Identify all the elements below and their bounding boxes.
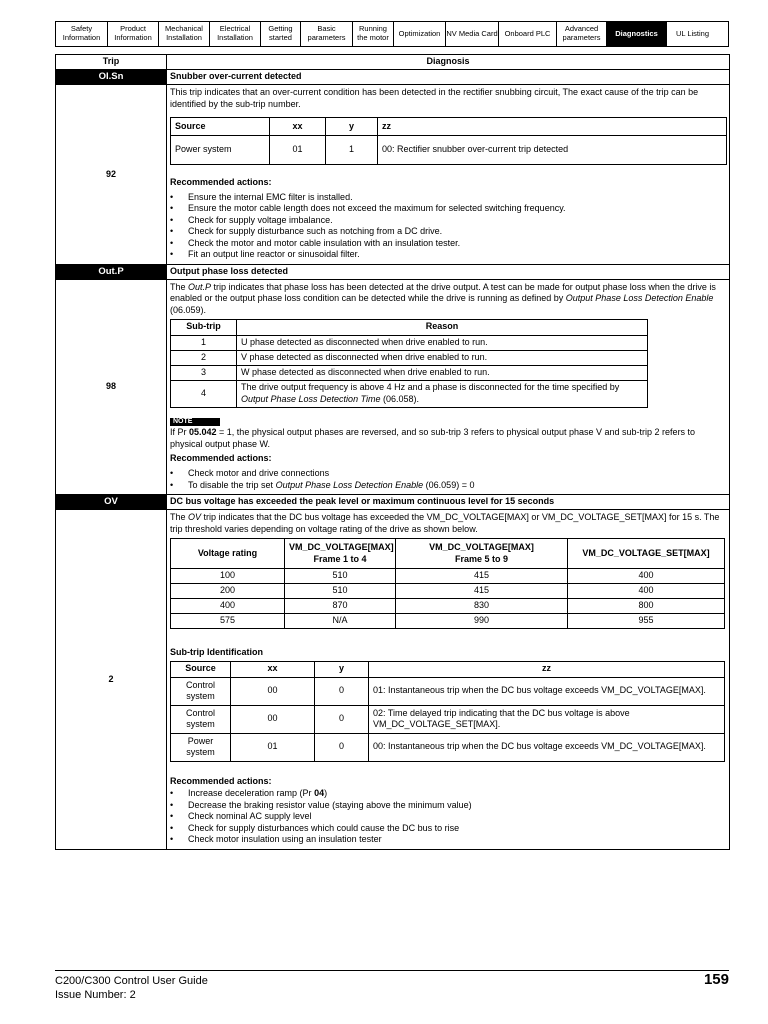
ov-cell: 400 (568, 584, 725, 599)
ov-header-frame14-line1: VM_DC_VOLTAGE[MAX] (289, 542, 394, 553)
olsn-header-xx: xx (270, 118, 326, 136)
list-item: • Ensure the internal EMC filter is installed. (170, 192, 726, 204)
nav-tab-safety-information[interactable]: Safety Information (56, 22, 108, 46)
ov-sub-cell-zz: 01: Instantaneous trip when the DC bus voltage exceeds VM_DC_VOLTAGE[MAX]. (369, 677, 725, 705)
ov-cell: 200 (171, 584, 285, 599)
nav-tab-diagnostics[interactable]: Diagnostics (607, 22, 667, 46)
ov-cell: 400 (568, 569, 725, 584)
ov-cell: 415 (396, 569, 568, 584)
table-row (171, 539, 725, 569)
ov-cell: 575 (171, 614, 285, 629)
ov-sub-cell-zz: 00: Instantaneous trip when the DC bus voltage exceeds VM_DC_VOLTAGE[MAX]. (369, 733, 725, 761)
list-item (170, 480, 726, 492)
ov-subtrip-label: Sub-trip Identification (170, 647, 263, 658)
table-row (171, 599, 725, 614)
list-item: • Check for supply disturbance such as notching from a DC drive. (170, 226, 726, 238)
outp-action-text: (06.059) = 0 (423, 479, 475, 490)
outp-note-param: 05.042 (189, 427, 217, 438)
trip-row-outp-title (56, 264, 730, 279)
table-row (171, 118, 727, 136)
nav-tab-product-information[interactable]: Product Information (108, 22, 159, 46)
nav-tab-basic-parameters[interactable]: Basic parameters (301, 22, 353, 46)
nav-tab-getting-started[interactable]: Getting started (261, 22, 301, 46)
ov-desc-italic: OV (188, 512, 202, 523)
ov-sub-cell-xx: 00 (231, 677, 315, 705)
outp-cell-subtrip: 2 (171, 350, 237, 365)
trip-body-ov (167, 510, 730, 850)
ov-cell: 800 (568, 599, 725, 614)
table-row (171, 350, 648, 365)
footer-guide-title: C200/C300 Control User Guide (55, 975, 208, 987)
outp-recommended-label: Recommended actions: (170, 453, 272, 464)
outp-action-text: To disable the trip set (188, 479, 276, 490)
table-row (171, 733, 725, 761)
outp-desc-italic: Out.P (188, 281, 212, 292)
page-number: 159 (703, 971, 729, 988)
list-item: • Ensure the motor cable length does not exceed the maximum for selected switching frequency. (170, 203, 726, 215)
ov-cell: 510 (285, 569, 396, 584)
olsn-header-y: y (326, 118, 378, 136)
trip-table (55, 54, 730, 850)
ov-header-frame59 (396, 539, 568, 569)
table-row (171, 614, 725, 629)
nav-tab-nv-media-card[interactable]: NV Media Card (446, 22, 499, 46)
outp-cell-subtrip: 4 (171, 380, 237, 407)
outp-description (170, 282, 726, 317)
ov-cell: N/A (285, 614, 396, 629)
outp-header-reason: Reason (237, 319, 648, 335)
trip-number-olsn: 92 (56, 85, 167, 265)
trip-number-ov: 2 (56, 510, 167, 850)
nav-tab-mechanical-installation[interactable]: Mechanical Installation (159, 22, 210, 46)
outp-cell-reason: W phase detected as disconnected when drive enabled to run. (237, 365, 648, 380)
ov-description (170, 512, 726, 535)
trip-row-ov-body (56, 510, 730, 850)
outp-cell-subtrip: 1 (171, 335, 237, 350)
trip-code-outp: Out.P (56, 264, 167, 279)
outp-subtrip-table (170, 319, 648, 408)
olsn-recommended-label: Recommended actions: (170, 177, 272, 188)
outp-note-text: = 1, the physical output phases are reversed, and so sub-trip 3 refers to physical output phase V and sub-trip 2 refers to physical output phase W. (170, 427, 696, 449)
ov-cell: 510 (285, 584, 396, 599)
list-item (170, 788, 726, 800)
olsn-subtrip-table (170, 117, 727, 165)
section-nav (55, 21, 729, 47)
ov-sub-cell-y: 0 (315, 677, 369, 705)
footer-issue-number: Issue Number: 2 (55, 989, 136, 1002)
trip-title-ov: DC bus voltage has exceeded the peak level or maximum continuous level for 15 seconds (167, 495, 730, 510)
table-row (171, 677, 725, 705)
olsn-header-source: Source (171, 118, 270, 136)
table-row (171, 319, 648, 335)
ov-sub-cell-y: 0 (315, 705, 369, 733)
ov-voltage-table (170, 538, 725, 629)
outp-cell-subtrip: 3 (171, 365, 237, 380)
outp-header-subtrip: Sub-trip (171, 319, 237, 335)
outp-action-italic: Output Phase Loss Detection Enable (275, 479, 424, 490)
table-row (171, 365, 648, 380)
outp-reason-italic: Output Phase Loss Detection Time (241, 393, 381, 404)
header-diagnosis: Diagnosis (167, 55, 730, 70)
outp-desc-text: trip indicates that phase loss has been detected at the drive output. A test can be made for output phase loss when the drive is enabled or the output phase loss condition can be detected while the drive is running as defined by (170, 281, 716, 304)
ov-sub-cell-source: Control system (171, 677, 231, 705)
olsn-description: This trip indicates that an over-current condition has been detected in the rectifier snubbing circuit, The exact cause of the trip can be identified by the sub-trip number. (170, 87, 699, 109)
ov-sub-cell-xx: 01 (231, 733, 315, 761)
note-badge: NOTE (170, 418, 220, 427)
ov-cell: 400 (171, 599, 285, 614)
ov-actions-list (170, 788, 726, 846)
ov-sub-cell-source: Control system (171, 705, 231, 733)
ov-action-param: 04 (314, 788, 325, 799)
ov-header-frame59-line1: VM_DC_VOLTAGE[MAX] (429, 542, 534, 553)
list-item: • Check for supply voltage imbalance. (170, 215, 726, 227)
list-item: • Fit an output line reactor or sinusoidal filter. (170, 249, 726, 261)
ov-cell: 870 (285, 599, 396, 614)
ov-sub-header-y: y (315, 661, 369, 677)
ov-recommended-label: Recommended actions: (170, 775, 272, 786)
list-item: • Decrease the braking resistor value (staying above the minimum value) (170, 800, 726, 812)
olsn-cell-xx: 01 (270, 136, 326, 165)
ov-cell: 955 (568, 614, 725, 629)
list-item: • Check motor insulation using an insulation tester (170, 834, 726, 846)
outp-reason-text: (06.058). (380, 393, 420, 404)
trip-code-olsn: OI.Sn (56, 70, 167, 85)
table-row (171, 661, 725, 677)
ov-cell: 100 (171, 569, 285, 584)
table-row (171, 569, 725, 584)
ov-sub-cell-zz: 02: Time delayed trip indicating that the DC bus voltage is above VM_DC_VOLTAGE_SET[MAX]. (369, 705, 725, 733)
nav-tab-onboard-plc[interactable]: Onboard PLC (499, 22, 557, 46)
trip-row-ov-title (56, 495, 730, 510)
trip-code-ov: OV (56, 495, 167, 510)
list-item: • Check nominal AC supply level (170, 811, 726, 823)
trip-row-olsn-body (56, 85, 730, 265)
ov-header-frame59-line2: Frame 5 to 9 (454, 553, 509, 564)
ov-desc-text: The (170, 512, 189, 523)
outp-desc-text: The (170, 281, 189, 292)
trip-row-outp-body (56, 279, 730, 494)
list-item: • Check for supply disturbances which could cause the DC bus to rise (170, 823, 726, 835)
header-trip: Trip (56, 55, 167, 70)
trip-body-outp (167, 279, 730, 494)
olsn-cell-source: Power system (171, 136, 270, 165)
table-row (171, 705, 725, 733)
table-row (171, 136, 727, 165)
table-row (171, 380, 648, 407)
ov-cell: 830 (396, 599, 568, 614)
outp-cell-reason (237, 380, 648, 407)
olsn-header-zz: zz (378, 118, 727, 136)
outp-desc-text: (06.059). (170, 304, 207, 315)
list-item: • Check the motor and motor cable insulation with an insulation tester. (170, 238, 726, 250)
trip-body-olsn (167, 85, 730, 265)
ov-sub-header-zz: zz (369, 661, 725, 677)
ov-sub-header-source: Source (171, 661, 231, 677)
ov-action-text: Increase deceleration ramp (Pr (188, 788, 315, 799)
table-header-row (56, 55, 730, 70)
trip-row-olsn-title (56, 70, 730, 85)
trip-number-outp: 98 (56, 279, 167, 494)
trip-title-olsn: Snubber over-current detected (167, 70, 730, 85)
nav-tab-electrical-installation[interactable]: Electrical Installation (210, 22, 261, 46)
outp-actions-list (170, 468, 726, 491)
outp-note-text: If Pr (170, 427, 190, 438)
ov-action-text: ) (324, 788, 328, 799)
table-row (171, 584, 725, 599)
olsn-cell-zz: 00: Rectifier snubber over-current trip detected (378, 136, 727, 165)
olsn-actions-list (170, 192, 726, 261)
page-footer (55, 970, 729, 1003)
outp-note (170, 427, 726, 450)
ov-desc-text: trip indicates that the DC bus voltage has exceeded the VM_DC_VOLTAGE[MAX] or VM_DC_VOLTAGE_SET[MAX] for 15 s. The trip threshold varies depending on voltage rating of the drive as shown below. (170, 512, 720, 534)
ov-cell: 990 (396, 614, 568, 629)
ov-sub-header-xx: xx (231, 661, 315, 677)
nav-tab-advanced-parameters[interactable]: Advanced parameters (557, 22, 607, 46)
nav-tab-optimization[interactable]: Optimization (394, 22, 446, 46)
ov-subtrip-table (170, 661, 725, 762)
nav-tab-ul-listing[interactable]: UL Listing (675, 28, 710, 38)
outp-cell-reason: V phase detected as disconnected when drive enabled to run. (237, 350, 648, 365)
list-item: • Check motor and drive connections (170, 468, 726, 480)
ov-cell: 415 (396, 584, 568, 599)
trip-title-outp: Output phase loss detected (167, 264, 730, 279)
outp-cell-reason: U phase detected as disconnected when drive enabled to run. (237, 335, 648, 350)
nav-tab-running-the-motor[interactable]: Running the motor (353, 22, 394, 46)
ov-header-frame14 (285, 539, 396, 569)
ov-header-rating: Voltage rating (171, 539, 285, 569)
ov-sub-cell-xx: 00 (231, 705, 315, 733)
ov-sub-cell-source: Power system (171, 733, 231, 761)
outp-desc-italic: Output Phase Loss Detection Enable (565, 293, 714, 304)
ov-header-frame14-line2: Frame 1 to 4 (313, 553, 367, 564)
ov-sub-cell-y: 0 (315, 733, 369, 761)
table-row (171, 335, 648, 350)
ov-header-set: VM_DC_VOLTAGE_SET[MAX] (568, 539, 725, 569)
outp-reason-text: The drive output frequency is above 4 Hz and a phase is disconnected for the time specified by (241, 381, 620, 392)
olsn-cell-y: 1 (326, 136, 378, 165)
